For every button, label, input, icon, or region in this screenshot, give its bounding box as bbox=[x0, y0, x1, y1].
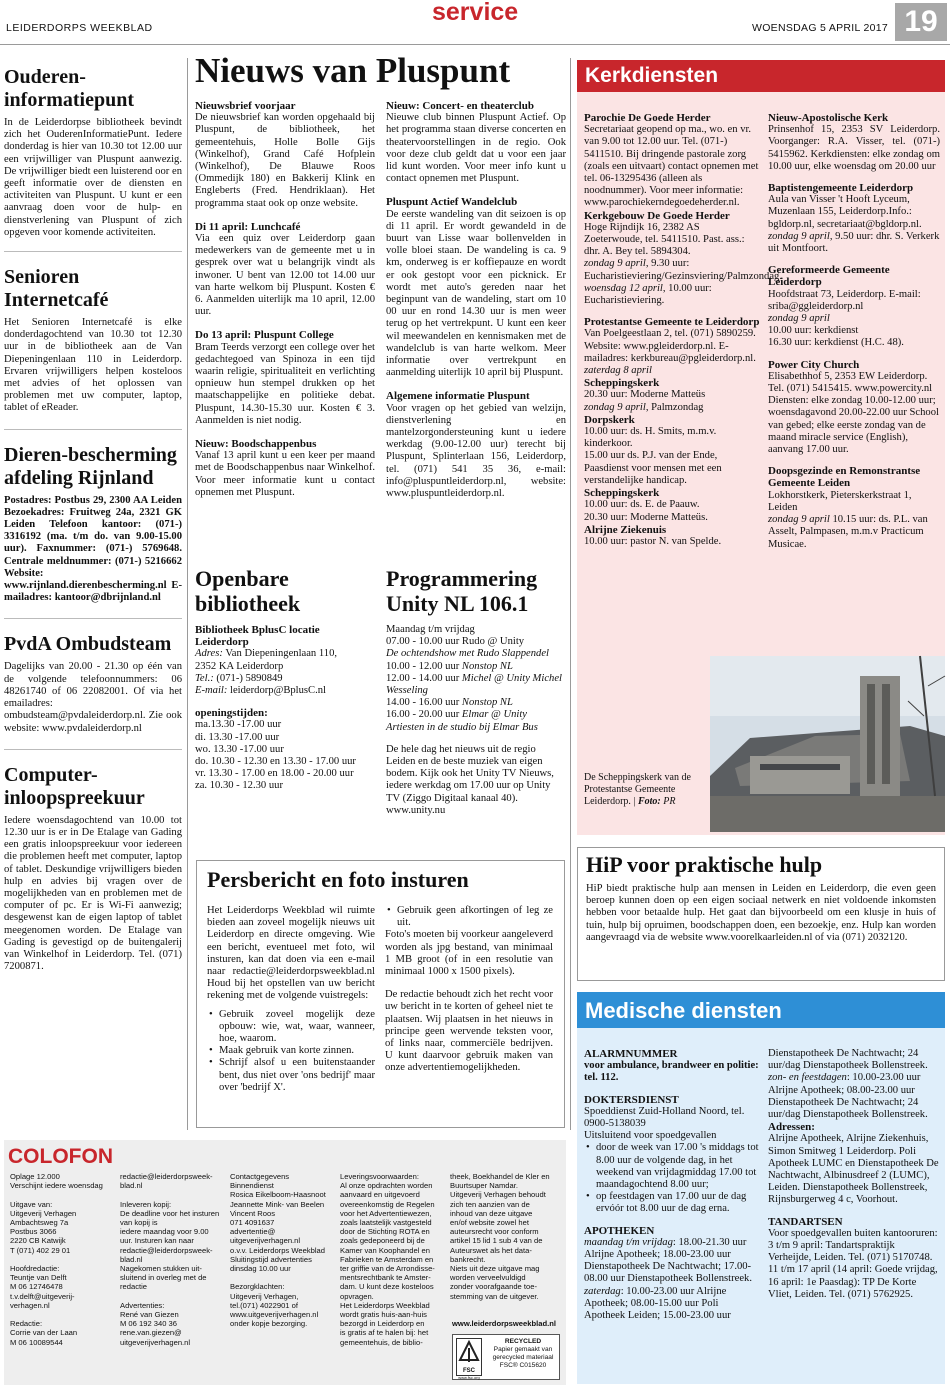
persbericht-box bbox=[196, 860, 565, 1128]
church-body: Aula van Visser 't Hooft Lyceum, Muzenlaan 155, Leiderdorp.Info.: bgldorp.nl, secretariaat@bgldorp.nl. bbox=[768, 194, 922, 230]
fsc-text bbox=[487, 1338, 559, 1370]
med-days: maandag t/m vrijdag bbox=[584, 1236, 673, 1248]
colofon-col-5 bbox=[450, 1172, 562, 1312]
colofon-line: Niets uit deze uitgave mag bbox=[450, 1264, 540, 1274]
med-column-1 bbox=[584, 1048, 760, 1382]
colofon-line: voor het Advertentiewezen, bbox=[340, 1208, 432, 1218]
fsc-tree-icon bbox=[456, 1338, 482, 1381]
colofon-line: M 06 12746478 bbox=[10, 1282, 63, 1292]
article-body: De eerste wandeling van dit seizoen is op di 11 april. Er wordt gewandeld in de buurt van Lisse waar bollenvelden in volle bloei staan. De wandeling is ca. 9 km, onderweg is er koffiepauze en wordt er ook gestopt voor een picknick. Er wordt met auto's gereden naar het beginpunt van de wandeling, start om 10 00 uur en rond 14.30 uur is men weer terug op het vertrekpunt. U kunt een keer wil meewandelen en kennismaken met de wandelclub is van harte welkom. Meer informatie over vertrekpunt en aanmelding uiterlijk 10 april bij Pluspunt. bbox=[386, 208, 566, 379]
service-date: zondag 9 april bbox=[584, 401, 646, 413]
colofon-line: Teuntje van Delft bbox=[10, 1273, 67, 1283]
colofon-line: verhagen.nl bbox=[10, 1300, 50, 1310]
service-detail: 10.00 uur: pastor N. van Spelde. bbox=[584, 535, 722, 547]
colofon-line: www.uitgeverijverhagen.nl bbox=[230, 1310, 319, 1320]
church-location: Alrijne Ziekenuis bbox=[584, 523, 667, 536]
label: Adres: bbox=[195, 648, 223, 660]
schedule-row: 14.00 - 16.00 uur bbox=[386, 697, 462, 709]
colofon-line: uitgeverijverhagen.nl bbox=[230, 1236, 301, 1246]
med-heading: DOKTERSDIENST bbox=[584, 1093, 679, 1106]
med-heading: APOTHEKEN bbox=[584, 1224, 655, 1237]
med-body: 3 t/m 9 april: Tandartspraktijk Verheijde, Leiden. Tel. (071) 5170748. 11 t/m 17 april (14 april: Goede vrijdag, 16 april: 1e Paasdag): TP De Korte Vliet, Leiden. Tel. (071) 5762925. bbox=[768, 1240, 938, 1300]
colofon-line: overeenkomstig de Regelen bbox=[340, 1199, 435, 1209]
service-detail: 20.30 uur: Moderne Matteüs bbox=[584, 389, 706, 401]
colofon-line: redactie@leiderdorpsweek- bbox=[120, 1172, 213, 1181]
service-detail: , 9.30 uur: Eucharistieviering/Gezinsviering/Palmzondag. bbox=[584, 258, 782, 282]
schedule-days: Maandag t/m vrijdag bbox=[386, 624, 475, 635]
colofon-line: en/of website zowel het bbox=[450, 1218, 529, 1228]
photo-credit: PR bbox=[663, 796, 676, 807]
bibliotheek-section bbox=[195, 566, 375, 856]
section-title: service bbox=[432, 0, 519, 26]
guideline-item: • Gebruik geen afkortingen of leg ze uit. bbox=[385, 905, 553, 929]
issue-date: WOENSDAG 5 APRIL 2017 bbox=[752, 22, 889, 34]
publication-name: LEIDERDORPS WEEKBLAD bbox=[6, 22, 153, 34]
kerk-column-1 bbox=[584, 112, 782, 612]
left-column bbox=[4, 66, 182, 1130]
section-heading: Senioren Internetcafé bbox=[4, 266, 109, 312]
section-heading: Dieren-bescherming afdeling Rijnland bbox=[4, 443, 177, 489]
pvda-section bbox=[4, 633, 182, 734]
article-body: Via een quiz over Leiderdorp gaan medewerkers van de gemeente met u in gesprek over wat u belangrijk vindt als inwoner. U bent van 12.00 tot 14.00 uur van harte welkom bij Pluspunt. Kosten € 6. Aanmelden uiterlijk ma 10 april, 12.00 uur. bbox=[195, 233, 375, 318]
section-heading: Openbare bibliotheek bbox=[195, 566, 301, 616]
med-heading: Adressen: bbox=[768, 1121, 815, 1134]
article-heading: Nieuwsbrief voorjaar bbox=[195, 100, 296, 112]
library-postcode: 2352 KA Leiderdorp bbox=[195, 660, 284, 672]
colofon-line: zoals laatstelijk vastgesteld bbox=[340, 1218, 432, 1228]
hours-row: do. 10.30 - 12.30 en 13.30 - 17.00 uur bbox=[195, 756, 356, 768]
colofon-line: Oplage 12.000 bbox=[10, 1172, 60, 1181]
service-detail: , Palmzondag bbox=[645, 401, 704, 413]
article-heading: Pluspunt Actief Wandelclub bbox=[386, 196, 518, 209]
unity-section bbox=[386, 566, 566, 856]
med-heading: ALARMNUMMER bbox=[584, 1048, 678, 1060]
page-number: 19 bbox=[895, 3, 947, 41]
photo-credit-label: Foto: bbox=[637, 796, 661, 807]
fsc-label: RECYCLED bbox=[504, 1338, 542, 1345]
colofon-line: Binnendienst bbox=[230, 1181, 274, 1191]
colofon-line: opvragen. bbox=[340, 1291, 374, 1301]
colofon-line: aanvaard en uitgevoerd bbox=[340, 1190, 420, 1200]
med-body: Alrijne Apotheek, Alrijne Ziekenhuis, Simon Smitweg 1 Leiderdorp. Poli Apotheek LUMC en Dienstapotheek De Nachtwacht, Albinusdreef 2 (LUMC), Leiden. Dienstapotheek Bollenstreek, Rijnsburgerweg 4 c, Voorhout. bbox=[768, 1133, 939, 1206]
church-location: Dorpskerk bbox=[584, 413, 635, 426]
computer-section bbox=[4, 764, 182, 974]
ouderen-info-section bbox=[4, 66, 182, 239]
schedule-detail: Nonstop NL bbox=[461, 697, 513, 709]
service-detail: 20.30 uur: Moderne Matteüs. bbox=[584, 511, 708, 523]
colofon-line: Nagekomen stukken uit- bbox=[120, 1264, 202, 1274]
colofon-line: blad.nl bbox=[120, 1181, 143, 1191]
pluspunt-column-2 bbox=[386, 100, 566, 555]
schedule-row: 07.00 - 10.00 uur Rudo @ Unity bbox=[386, 636, 525, 648]
article-heading: Nieuw: Boodschappenbus bbox=[195, 438, 317, 451]
article-heading: Algemene informatie Pluspunt bbox=[386, 390, 530, 403]
colofon-line: Verschijnt iedere woensdag bbox=[10, 1181, 103, 1191]
service-date: zaterdag 8 april bbox=[584, 365, 652, 377]
colofon-line: René van Giezen bbox=[120, 1310, 179, 1320]
column-divider bbox=[187, 58, 188, 1130]
colofon-line: Auteurswet als het data- bbox=[450, 1245, 532, 1255]
service-date: zondag 9 april bbox=[768, 313, 830, 325]
colofon-line: Uitgeverij Verhagen behoudt bbox=[450, 1190, 546, 1200]
colofon-line: Kamer van Koophandel en bbox=[340, 1245, 430, 1255]
schedule-row: 16.00 - 20.00 uur bbox=[386, 709, 462, 721]
colofon-col-2 bbox=[120, 1172, 226, 1382]
pluspunt-column-1 bbox=[195, 100, 375, 555]
label: Tel.: bbox=[195, 672, 214, 684]
colofon-line: bankrecht. bbox=[450, 1254, 486, 1264]
divider bbox=[4, 429, 182, 430]
colofon-line: blad.nl bbox=[120, 1254, 143, 1264]
fsc-site: www.fsc.org bbox=[458, 1375, 480, 1381]
colofon-line: sluitend in overleg met de bbox=[120, 1273, 207, 1283]
hours-row: za. 10.30 - 12.30 uur bbox=[195, 780, 283, 792]
colofon-line: Inleveren kopij: bbox=[120, 1199, 172, 1209]
section-heading: HiP voor praktische hulp bbox=[586, 852, 823, 877]
guideline-item: • Gebruik zoveel mogelijk deze opbouw: wie, wat, waar, wanneer, hoe, waarom. bbox=[207, 1009, 375, 1046]
church-name: Power City Church bbox=[768, 358, 860, 371]
colofon-line: T (071) 402 29 01 bbox=[10, 1245, 71, 1255]
colofon-line: wordt gratis huis-aan-huis bbox=[340, 1310, 427, 1320]
article-body: Vanaf 13 april kunt u een keer per maand met de Boodschappenbus naar Winkelhof. Voor meer informatie kunt u contact opnemen met Pluspunt. bbox=[195, 450, 375, 498]
hours-row: ma.13.30 -17.00 uur bbox=[195, 719, 282, 731]
church-location: Scheppingskerk bbox=[584, 377, 660, 390]
colofon-col-3 bbox=[230, 1172, 336, 1382]
colofon-line: o.v.v. Leiderdorps Weekblad bbox=[230, 1245, 325, 1255]
med-heading: TANDARTSEN bbox=[768, 1215, 843, 1228]
colofon-line: theek, Boekhandel de Kler en bbox=[450, 1172, 550, 1181]
church-body: Hoge Rijndijk 16, 2382 AS Zoeterwoude, tel. 5411510. Past. ass.: dhr. A. Bey tel. 5894304. bbox=[584, 221, 745, 258]
library-name: Bibliotheek BplusC locatie Leiderdorp bbox=[195, 624, 320, 649]
church-name: Baptistengemeente Leiderdorp bbox=[768, 182, 914, 195]
colofon-line: Buurtsuper Namdar. bbox=[450, 1181, 518, 1191]
persbericht-intro: Het Leiderdorps Weekblad wil ruimte bieden aan zoveel mogelijk nieuws uit Leiderdorp en directe omgeving. Wie een bericht, eventueel met foto, wil insturen, kan dat doen via een e-mail naar redactie@leiderdorpsweekblad.nl Houd bij het opstellen van uw bericht rekening met de volgende vuistregels: bbox=[207, 905, 375, 1002]
colofon-url: www.leiderdorpsweekblad.nl bbox=[452, 1319, 556, 1328]
colofon-line: 071 4091637 bbox=[230, 1218, 275, 1228]
colofon-line: door de Stichting ROTA en bbox=[340, 1227, 430, 1237]
colofon-line: uitgeverijverhagen.nl bbox=[120, 1337, 191, 1347]
service-detail: 10.00 uur: kerkdienst bbox=[768, 325, 859, 337]
colofon-line: Contactgegevens bbox=[230, 1172, 290, 1181]
colofon-line: tel.(071) 4022901 of bbox=[230, 1300, 298, 1310]
colofon-line: Sluitingstijd advertenties bbox=[230, 1254, 312, 1264]
hours-heading: openingstijden: bbox=[195, 707, 268, 720]
section-heading: Computer-inloopspreekuur bbox=[4, 763, 145, 809]
colofon-line: iedere maandag voor 9.00 bbox=[120, 1227, 209, 1237]
article-heading: Nieuw: Concert- en theaterclub bbox=[386, 100, 534, 112]
service-date: zondag 9 april bbox=[584, 258, 646, 270]
tree-icon bbox=[457, 1340, 481, 1364]
article-heading: Di 11 april: Lunchcafé bbox=[195, 220, 301, 233]
colofon-line: is gratis af te halen bij: het bbox=[340, 1328, 429, 1338]
photo-guideline: Foto's moeten bij voorkeur aangeleverd worden als jpg bestand, van minimaal 1 MB groot (of in een resolutie van minimaal 1000 x 1500 pixels). bbox=[385, 929, 553, 978]
med-body: : 10.00-23.00 uur Alrijne Apotheek; 08.00-15.00 uur Poli Apotheek Leiden; 15.00-23.00 uur bbox=[584, 1285, 731, 1322]
section-body: Het Senioren Internetcafé is elke donderdagochtend van 10.30 tot 12.30 uur in de bibliotheek aan de Van Diepeningenlaan 110 in Leiderdorp. Ervaren vrijwilligers helpen kosteloos met advies of het oplossen van problemen met uw computer, laptop, tablet of eReader. bbox=[4, 317, 182, 414]
section-heading: Persbericht en foto insturen bbox=[207, 867, 469, 892]
divider bbox=[4, 251, 182, 252]
med-body: Uitsluitend voor spoedgevallen bbox=[584, 1130, 717, 1142]
library-email: leiderdorp@BplusC.nl bbox=[230, 685, 327, 697]
church-body: Hoofdstraat 73, Leiderdorp. E-mail: sriba@ggleiderdorp.nl bbox=[768, 288, 921, 312]
editorial-note: De redactie behoudt zich het recht voor uw bericht in te korten of geheel niet te plaatsen. Wij plaatsen in het nieuws in principe geen wervende teksten voor, of links naar, commerciële bedrijven. U kunt daarvoor gebruik maken van onze advertentiemogelijkheden. bbox=[385, 989, 553, 1074]
med-body: : 10.00-23.00 uur Alrijne Apotheek; 08.00-23.00 uur Dienstapotheek De Nachtwacht; 24 uur/dag Dienstapotheek Bollenstreek. bbox=[768, 1072, 928, 1121]
header-rule bbox=[0, 44, 950, 45]
colofon-line: Uitgeverij Verhagen bbox=[10, 1208, 77, 1218]
divider bbox=[4, 618, 182, 619]
colofon-line: advertentie@ bbox=[230, 1227, 276, 1237]
medische-header: Medische diensten bbox=[577, 992, 945, 1028]
page-header bbox=[0, 0, 950, 44]
schedule-row: 10.00 - 12.00 uur bbox=[386, 660, 462, 672]
kerkdiensten-header: Kerkdiensten bbox=[577, 60, 945, 92]
colofon-line: artikel 15 lid 1 sub 4 van de bbox=[450, 1236, 543, 1246]
section-body: Dagelijks van 20.00 - 21.30 op één van de volgende telefoonnummers: 06 48261740 of 06 22082001. Of via het emailadres: ombudsteam@pvdaleiderdorp.nl. Zie ook website: www.pvdaleiderdorp.nl bbox=[4, 661, 182, 734]
colofon-line: auteursrecht voor conform bbox=[450, 1227, 539, 1237]
med-bullet: • op feestdagen van 17.00 uur de dag ervóór tot 8.00 uur de dag erna. bbox=[584, 1191, 760, 1215]
guideline-item: • Maak gebruik van korte zinnen. bbox=[207, 1045, 375, 1057]
colofon-line: Uitgeverij Verhagen, bbox=[230, 1291, 299, 1301]
colofon-line: rene.van.giezen@ bbox=[120, 1328, 182, 1338]
colofon-col-1 bbox=[10, 1172, 114, 1382]
colofon-line: redactie bbox=[120, 1282, 148, 1292]
colofon-line: Ambachtsweg 7a bbox=[10, 1218, 69, 1228]
service-detail: 15.00 uur ds. P.J. van der Ende, Paasdienst voor mensen met een verstandelijke handicap. bbox=[584, 450, 722, 486]
med-body: Spoeddienst Zuid-Holland Noord, tel. 0900-5138039 bbox=[584, 1105, 745, 1130]
colofon-line: Rosica Eikelboom-Haasnoot bbox=[230, 1190, 326, 1200]
colofon-line: Het Leiderdorps Weekblad bbox=[340, 1300, 430, 1310]
church-name: Parochie De Goede Herder bbox=[584, 112, 711, 124]
colofon-line: Al onze opdrachten worden bbox=[340, 1181, 433, 1191]
colofon-line: Corrie van der Laan bbox=[10, 1328, 78, 1338]
med-body: voor ambulance, brandweer en politie: tel. 112. bbox=[584, 1060, 759, 1084]
article-body: De nieuwsbrief kan worden opgehaald bij Pluspunt, de bibliotheek, het gemeentehuis, Holle Bolle Gijs (Winkelhof), Grand Café Hofplein (Winkelhof), De Blauwe Roos (Ommedijk 180) en Bakkerij Klink en Engleberts (Fred. Hendriklaan). Het programma staat ook op onze website. bbox=[195, 112, 375, 209]
church-name: Doopsgezinde en Remonstrantse Gemeente Leiden bbox=[768, 465, 921, 490]
church-body: Van Poelgeestlaan 2, tel. (071) 5890259. Website: www.pgleiderdorp.nl. E-mailadres: kerkbureau@pgleiderdorp.nl. bbox=[584, 328, 756, 364]
article-body: Nieuwe club binnen Pluspunt Actief. Op het programma staan diverse concerten en theatervoorstellingen in de regio. Ook voor deze club geldt dat u voor een jaar lid kunt worden. Voor meer info kunt u contact opnemen met Pluspunt. bbox=[386, 112, 566, 185]
hours-row: di. 13.30 -17.00 uur bbox=[195, 731, 280, 743]
church-photo bbox=[710, 656, 945, 832]
church-name: Protestantse Gemeente te Leiderdorp bbox=[584, 316, 760, 329]
service-date: zondag 9 april bbox=[768, 514, 830, 526]
hip-body: HiP biedt praktische hulp aan mensen in Leiden en Leiderdorp, die even geen beroep kunnen doen op een eigen sociaal netwerk en niet voldoende inkomsten hebben voor betaalde hulp. Het gaat dan bijvoorbeeld om een klusje in huis of tuin, hulp bij opruimen, boodschappen doen, een bezoekje, enz. Hulp kan worden aangevraagd via de website www.voorelkaarleiden.nl of via (071) 2032120. bbox=[586, 883, 936, 943]
hours-row: vr. 13.30 - 17.00 en 18.00 - 20.00 uur bbox=[195, 768, 354, 780]
church-body: Secretariaat geopend op ma., wo. en vr. van 9.00 tot 12.00 uur. Tel. (071-) 5411510. Bij dringende pastorale zorg (zoals een uitvaart) contact opnemen met tel. 06-13295436 (alleen als noodnummer). Voor meer informatie: www.parochiekerndegoedeherder.nl. bbox=[584, 124, 759, 209]
colofon-line: gemeentehuis, de biblio- bbox=[340, 1337, 423, 1347]
schedule-detail: Elmar @ Unity Artiesten in de studio bij Elmar Bus bbox=[386, 709, 538, 733]
med-body: Dienstapotheek De Nachtwacht; 24 uur/dag Dienstapotheek Bollenstreek. bbox=[768, 1048, 928, 1072]
colofon-title: COLOFON bbox=[8, 1145, 113, 1168]
schedule-row: 12.00 - 14.00 uur bbox=[386, 672, 462, 684]
colofon-line: Postbus 3066 bbox=[10, 1227, 57, 1237]
colofon-line: Vincent Roos bbox=[230, 1208, 276, 1218]
service-detail: 10.00 uur: ds. H. Smits, m.m.v. kinderkoor. bbox=[584, 426, 717, 450]
colofon-line: Fabrieken te Amsterdam en bbox=[340, 1254, 434, 1264]
divider bbox=[4, 749, 182, 750]
church-location: Scheppingskerk bbox=[584, 487, 660, 500]
kerk-column-2 bbox=[768, 112, 940, 652]
persbericht-col-1 bbox=[207, 905, 375, 1094]
colofon-line: redactie@leiderdorpsweek- bbox=[120, 1245, 213, 1255]
unity-body: De hele dag het nieuws uit de regio Leiden en de beste muziek van eigen bodem. Kijk ook het Unity TV Nieuws, iedere werkdag om 17.00 uur op Unity TV (Ziggo Digitaal kanaal 40). www.unity.nu bbox=[386, 743, 554, 816]
service-detail: , 9.50 uur: dhr. S. Verkerk uit Montfoort. bbox=[768, 230, 940, 255]
section-body: In de Leiderdorpse bibliotheek bevindt zich het OuderenInformatiePunt. Iedere donderdag is hier van 10.30 tot 12.00 uur een vrijwilliger van Pluspunt aanwezig. De vrijwilliger biedt een luisterend oor en geeft informatie over de diensten en activiteiten van Pluspunt. U kunt er een aanvraag doen voor de hulp- en dienstverlening van Pluspunt of zich opgeven voor komende activiteiten. bbox=[4, 117, 182, 238]
med-days: zaterdag bbox=[584, 1285, 621, 1297]
med-body: Voor spoedgevallen buiten kantooruren: bbox=[768, 1227, 938, 1239]
service-detail: , 10.00 uur: Eucharistieviering. bbox=[584, 282, 712, 307]
colofon-line: Uitgave van: bbox=[10, 1199, 53, 1209]
church-illustration bbox=[710, 656, 945, 832]
church-name: Kerkgebouw De Goede Herder bbox=[584, 209, 730, 222]
internetcafe-section bbox=[4, 266, 182, 415]
schedule-detail: De ochtendshow met Rudo Slappendel bbox=[386, 648, 549, 660]
library-phone: (071-) 5890849 bbox=[216, 672, 283, 684]
colofon-line: bezorgd in Leiderdorp en bbox=[340, 1319, 425, 1329]
colofon-line: zoals gedeponeerd bij de bbox=[340, 1236, 425, 1246]
colofon-line: Bezorgklachten: bbox=[230, 1282, 285, 1292]
colofon-line: ter griffie van de Arrondisse- bbox=[340, 1264, 435, 1274]
colofon-line: 2220 CB Katwijk bbox=[10, 1236, 66, 1246]
persbericht-col-2 bbox=[385, 905, 553, 1075]
column-divider bbox=[570, 58, 571, 1130]
colofon-line: inhoud van deze uitgave bbox=[450, 1208, 533, 1218]
colofon-line: zich ten aanzien van de bbox=[450, 1199, 530, 1209]
colofon-line: uur. Insturen kan naar bbox=[120, 1236, 194, 1246]
colofon-line: De deadline voor het insturen van kopij is bbox=[120, 1208, 220, 1228]
colofon-line: M 06 10089544 bbox=[10, 1337, 63, 1347]
photo-caption bbox=[584, 772, 706, 828]
dierenbescherming-section bbox=[4, 444, 182, 605]
colofon-line: t.v.delft@uitgeverij- bbox=[10, 1291, 75, 1301]
fsc-label: gerecycled materiaal bbox=[492, 1354, 554, 1361]
colofon-line: Leveringsvoorwaarden: bbox=[340, 1172, 419, 1181]
pluspunt-title: Nieuws van Pluspunt bbox=[195, 51, 511, 90]
colofon-line: stemming van de uitgever. bbox=[450, 1291, 539, 1301]
med-column-2 bbox=[768, 1048, 940, 1382]
section-heading: Ouderen-informatiepunt bbox=[4, 66, 134, 111]
label: E-mail: bbox=[195, 685, 228, 697]
section-heading: PvdA Ombudsteam bbox=[4, 633, 172, 656]
schedule-detail: Nonstop NL bbox=[461, 660, 513, 672]
section-body: Postadres: Postbus 29, 2300 AA Leiden Bezoekadres: Fruitweg 24a, 2321 GK Leiden Telefoon kantoor: (071-) 3316192 (ma. t/m do. van 9.00-15.00 uur). Faxnummer: (071-) 5769648. Centrale meldnummer: (071-) 5216662 Website: www.rijnland.dierenbescherming.nl E-mailadres: kantoor@dbrijnland.nl bbox=[4, 494, 182, 604]
guideline-item: • Schrijf alsof u een buitenstaander bent, dus niet over 'ons bedrijf' maar over 'bedrijf X'. bbox=[207, 1057, 375, 1094]
article-heading: Do 13 april: Pluspunt College bbox=[195, 329, 334, 342]
med-bullet: • door de week van 17.00 's middags tot 8.00 uur de volgende dag, in het weekend van vrijdagmiddag 17.00 tot maandagochtend 8.00 uur; bbox=[584, 1142, 760, 1191]
church-body: Lokhorstkerk, Pieterskerkstraat 1, Leiden bbox=[768, 489, 912, 513]
colofon-line: zonder voorafgaande toe- bbox=[450, 1282, 537, 1292]
colofon-line: worden verveelvuldigd bbox=[450, 1273, 526, 1283]
schedule-detail: Michel @ Unity Michel Wesseling bbox=[386, 672, 562, 697]
church-name: Gereformeerde Gemeente Leiderdorp bbox=[768, 264, 890, 289]
service-detail: 10.00 uur: ds. E. de Paauw. bbox=[584, 499, 700, 511]
colofon-line: Hoofdredactie: bbox=[10, 1264, 60, 1274]
colofon-line: onder kopje bezorging. bbox=[230, 1319, 308, 1329]
section-heading: Programmering Unity NL 106.1 bbox=[386, 566, 538, 616]
service-detail: 16.30 uur: kerkdienst (H.C. 48). bbox=[768, 337, 904, 349]
med-days: zon- en feestdagen bbox=[768, 1072, 847, 1084]
article-body: Bram Teerds verzorgt een college over het gedachtegoed van Spinoza in een tijd waarin religie, spiritualiteit en verlichting opnieuw hun stempel drukken op het maatschappelijke en politieke debat. Pluspunt, 14.30-15.30 uur. Kosten € 3. Aanmelden is niet nodig. bbox=[195, 341, 375, 426]
fsc-logo bbox=[452, 1334, 560, 1380]
hours-row: wo. 13.30 -17.00 uur bbox=[195, 743, 284, 755]
church-body: Elisabethhof 5, 2353 EW Leiderdorp. Tel. (071) 5415415. www.powercity.nl Diensten: elke zondag 10.00-12.00 uur; woensdagavond 20.00-22.00 uur School van gebed; elke eerste zondag van de maand miracle service (English), aanvang 17.00 uur. bbox=[768, 370, 939, 456]
colofon-line: M 06 192 340 36 bbox=[120, 1319, 177, 1329]
fsc-label: Papier gemaakt van bbox=[493, 1346, 553, 1353]
service-detail: 10.15 uur: ds. P.L. van Asselt, Palmpasen, m.m.v Practicum Musicae. bbox=[768, 514, 928, 550]
caption-text: De Scheppingskerk van de Protestantse Gemeente Leiderdorp. | bbox=[584, 772, 691, 807]
library-address: Van Diepeningenlaan 110, bbox=[225, 648, 338, 660]
fsc-mark: FSC bbox=[463, 1368, 475, 1375]
service-date: woensdag 12 april bbox=[584, 282, 663, 294]
colofon-line: dinsdag 10.00 uur bbox=[230, 1264, 291, 1274]
section-body: Iedere woensdagochtend van 10.00 tot 12.30 uur is er in De Etalage van Gading een gratis inloopspreekuur voor iedereen die problemen heeft met computer, laptop of tablet. Deskundige vrijwilligers bieden hulp en advies bij vragen over de mogelijkheden van en problemen met de computer of pc. Er is Wi-Fi aanwezig; desgewenst kan de eigen laptop of tablet meegenomen worden. De Etalage van Gading is gevestigd op de buitengalerij van Winkelhof in Leiderdorp. Tel. (071) 7200871. bbox=[4, 814, 182, 973]
service-date: zondag 9 april bbox=[768, 230, 830, 242]
colofon-line: mentsrechtbank te Amster- bbox=[340, 1273, 431, 1283]
article-body: Voor vragen op het gebied van welzijn, dienstverlening en mantelzorgondersteuning kunt u iedere werkdag (9.00-12.00 uur) terecht bij Pluspunt, Splinterlaan 156, Leiderdorp, tel. (071) 541 35 36, e-mail: info@pluspuntleiderdorp.nl, website: www.pluspuntleiderdorp.nl. bbox=[386, 402, 566, 500]
hip-box bbox=[577, 847, 945, 981]
med-body: : 18.00-21.30 uur Alrijne Apotheek; 18.00-23.00 uur Dienstapotheek De Nachtwacht; 17.00-08.00 uur Dienstapotheek Bollenstreek. bbox=[584, 1236, 752, 1285]
fsc-code: FSC® C015620 bbox=[499, 1362, 547, 1369]
colofon-line: Jeannette Mink- van Beelen bbox=[230, 1199, 325, 1209]
colofon-col-4 bbox=[340, 1172, 446, 1382]
church-body: Prinsenhof 15, 2353 SV Leiderdorp. Voorganger: R.A. Visser, tel. (071-) 5415962. Kerkdiensten: elke zondag om 10.00 uur, elke woensdag om 20.00 uur bbox=[768, 124, 940, 172]
colofon-line: dam. U kunt deze kosteloos bbox=[340, 1282, 434, 1292]
colofon-line: Advertenties: bbox=[120, 1300, 165, 1310]
church-name: Nieuw-Apostolische Kerk bbox=[768, 112, 889, 124]
colofon-line: Redactie: bbox=[10, 1319, 43, 1329]
